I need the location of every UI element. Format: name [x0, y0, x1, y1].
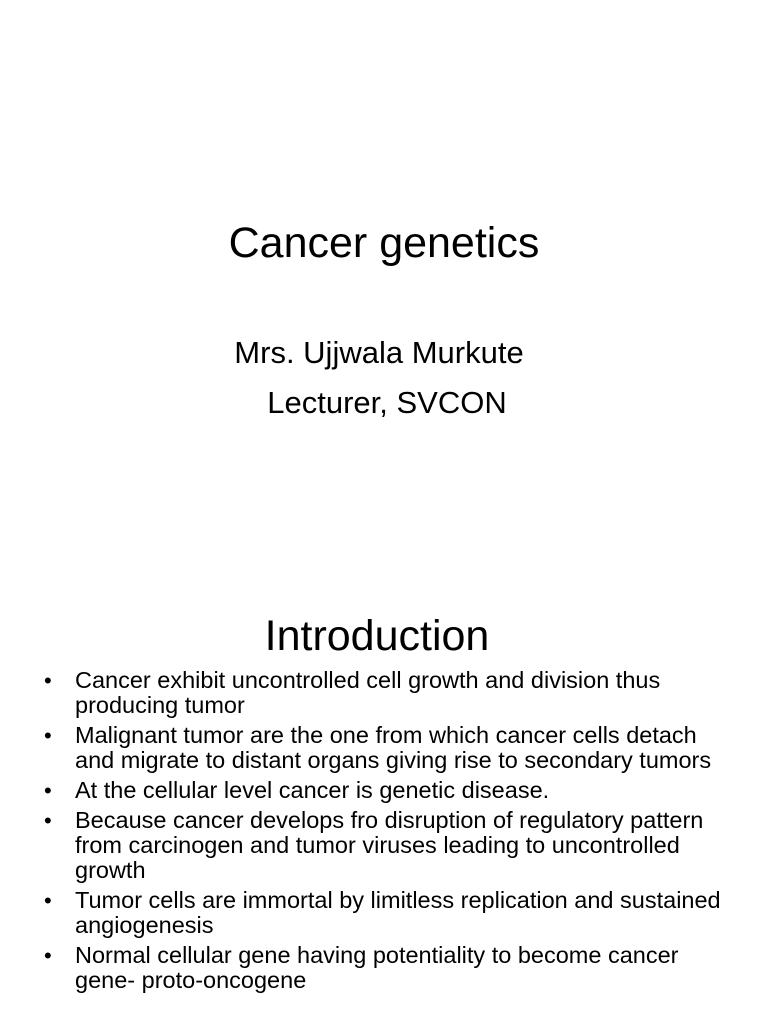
bullet-text: At the cellular level cancer is genetic disease. — [75, 777, 550, 803]
bullet-list — [0, 668, 768, 998]
bullet-text: Malignant tumor are the one from which cancer cells detach and migrate to distant organs giving rise to secondary tumors — [75, 722, 712, 773]
introduction-slide — [0, 576, 768, 1024]
bullet-icon: • — [44, 668, 52, 693]
bullet-icon: • — [44, 943, 52, 968]
bullet-icon: • — [44, 808, 52, 833]
bullet-icon: • — [44, 778, 52, 803]
bullet-icon: • — [44, 723, 52, 748]
bullet-text: Normal cellular gene having potentiality to become cancer gene- proto-oncogene — [75, 942, 679, 993]
bullet-icon: • — [44, 888, 52, 913]
bullet-item — [0, 668, 768, 718]
slide-title: Introduction — [264, 612, 490, 660]
author-name: Mrs. Ujjwala Murkute — [234, 335, 524, 370]
bullet-text: Cancer exhibit uncontrolled cell growth and division thus producing tumor — [75, 667, 661, 718]
bullet-item — [0, 943, 768, 993]
bullet-item — [0, 808, 768, 883]
slide-title: Cancer genetics — [228, 219, 540, 267]
author-role: Lecturer, SVCON — [267, 385, 507, 420]
bullet-item — [0, 723, 768, 773]
bullet-text: Because cancer develops fro disruption of regulatory pattern from carcinogen and tumor viruses leading to uncontrolled growth — [75, 807, 704, 883]
bullet-item — [0, 778, 768, 803]
bullet-text: Tumor cells are immortal by limitless replication and sustained angiogenesis — [75, 887, 721, 938]
bullet-item — [0, 888, 768, 938]
